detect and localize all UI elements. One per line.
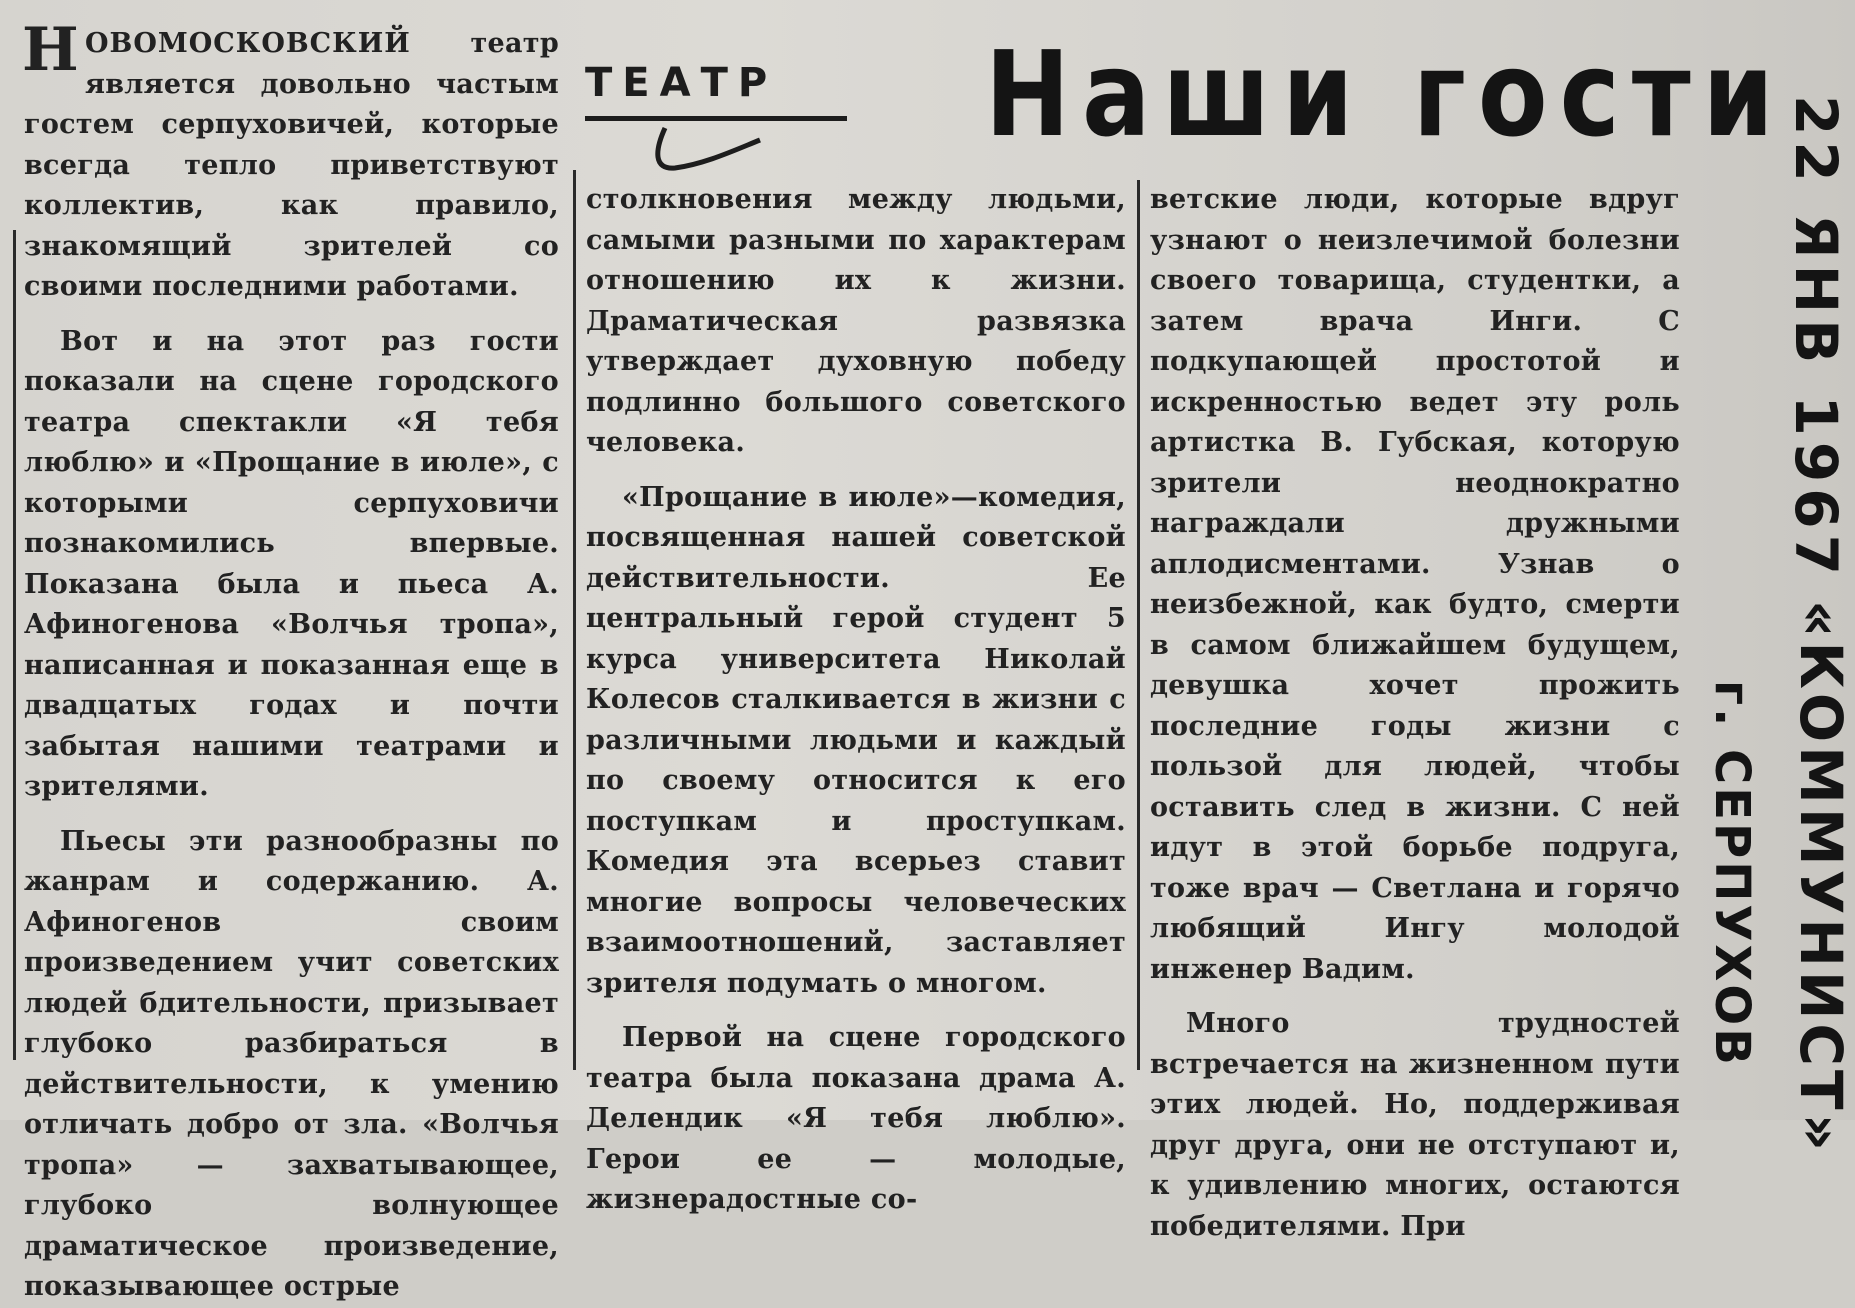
column-rule-1 <box>573 170 576 1070</box>
column-rule-2 <box>1137 180 1140 1070</box>
paragraph-3: Пьесы эти разнообразны по жанрам и содержанию. А. Афиногенов своим произведением учит советских людей бдительности, призывает глубоко разбираться в действительности, к умению отличать добро от зла. «Волчья тропа» — захватывающее, глубоко волнующее драматическое произведение, показывающее острые <box>24 825 559 1302</box>
paragraph-7: ветские люди, которые вдруг узнают о неизлечимой болезни своего товарища, студентки, а затем врача Инги. С подкупающей простотой и искренностью ведет эту роль артистка В. Губская, которую зрители неоднократно награждали дружными аплодисментами. Узнав о неизбежной, как будто, смерти в самом ближайшем будущем, девушка хочет прожить последние годы жизни с пользой для людей, чтобы оставить след в жизни. С ней идут в этой борьбе подруга, тоже врач — Светлана и горячо любящий Ингу молодой инженер Вадим. <box>1150 184 1680 985</box>
paragraph-8: Много трудностей встречается на жизненном пути этих людей. Но, поддерживая друг друга, они не отступают и, к удивлению многих, остаются победителями. При <box>1150 1008 1680 1242</box>
lead-first-word: ОВОМОСКОВСКИЙ <box>85 28 411 59</box>
paragraph-5: «Прощание в июле»—комедия, посвященная нашей советской действительности. Ее центральный герой студент 5 курса университета Николай Колесов сталкивается в жизни с различными людьми и каждый по своему относится к его поступкам и проступкам. Комедия эта всерьез ставит многие вопросы человеческих взаимоотношений, заставляет зрителя подумать о многом. <box>586 481 1126 999</box>
section-rubric: ТЕАТР <box>585 60 778 106</box>
column-rule-left <box>13 230 16 1060</box>
stamp-city: г. СЕРПУХОВ <box>1704 680 1760 1068</box>
lead-paragraph <box>22 15 559 308</box>
lead-text: театр является довольно частым гостем серпуховичей, которые всегда тепло приветствуют коллектив, как правило, знакомящий зрителей со своими последними работами. <box>24 28 559 302</box>
article-column-1 <box>22 15 559 1308</box>
article-column-3 <box>1150 180 1680 1247</box>
paragraph-4: столкновения между людьми, самыми разными по характерам отношению их к жизни. Драматическая развязка утверждает духовную победу подлинно большого советского человека. <box>586 184 1126 458</box>
drop-cap: Н <box>22 15 79 85</box>
paragraph-2: Вот и на этот раз гости показали на сцене городского театра спектакли «Я тебя люблю» и «Прощание в июле», с которыми серпуховичи познакомились впервые. Показана была и пьеса А. Афиногенова «Волчья тропа», написанная и показанная еще в двадцатых годах и почти забытая нашими театрами и зрителями. <box>24 325 559 802</box>
rubric-flourish <box>645 120 765 180</box>
stamp-date: 22 ЯНВ 1967 <box>1782 95 1850 581</box>
article-column-2 <box>586 180 1126 1221</box>
paragraph-6: Первой на сцене городского театра была показана драма А. Делендик «Я тебя люблю». Герои ее — молодые, жизнерадостные со- <box>586 1022 1126 1215</box>
headline: Наши гости <box>985 25 1786 163</box>
stamp-newspaper: «КОММУНИСТ» <box>1787 600 1855 1156</box>
